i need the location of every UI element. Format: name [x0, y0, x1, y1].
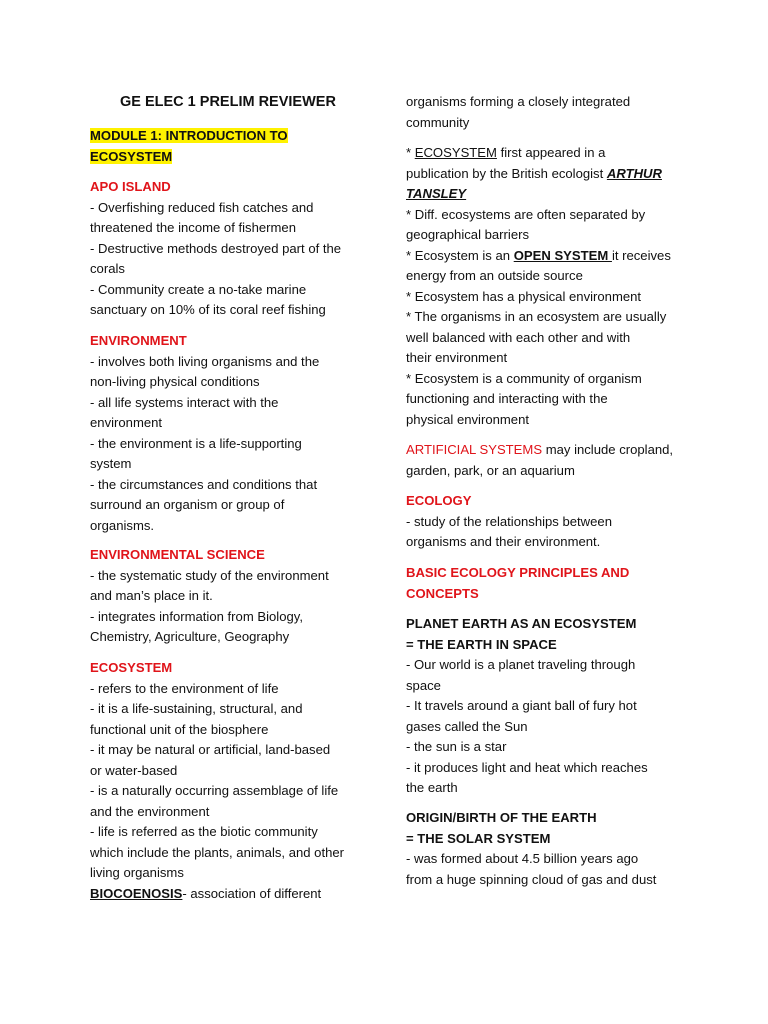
ecosystem-bullets: [406, 143, 696, 430]
section-heading: ECOSYSTEM: [90, 660, 173, 675]
text-line: organisms forming a closely integrated: [406, 94, 631, 109]
text-line: their environment: [406, 350, 508, 365]
text-fragment: * Ecosystem is an: [406, 247, 514, 263]
text-line: surround an organism or group of: [90, 497, 285, 512]
text-line: Chemistry, Agriculture, Geography: [90, 629, 290, 644]
text-line: which include the plants, animals, and other: [90, 844, 345, 860]
text-line: - refers to the environment of life: [90, 680, 279, 696]
text-line: - study of the relationships between: [406, 513, 612, 529]
section-subheading: = THE EARTH IN SPACE: [406, 636, 557, 652]
section-artificial-systems: [406, 440, 696, 481]
continued-text: [406, 92, 696, 133]
text-line: - the environment is a life-supporting: [90, 435, 302, 451]
module-heading-line1: MODULE 1: INTRODUCTION TO: [90, 128, 288, 143]
section-ecology: [406, 491, 696, 553]
artificial-line: [406, 440, 696, 461]
text-line: * Ecosystem has a physical environment: [406, 288, 642, 304]
text-line: geographical barriers: [406, 227, 530, 242]
text-line: corals: [90, 261, 125, 276]
text-line: community: [406, 114, 470, 130]
text-line: - it may be natural or artificial, land-based: [90, 742, 331, 757]
bullet-line: [406, 246, 696, 267]
text-line: the earth: [406, 780, 458, 795]
section-planet-earth: [406, 614, 696, 799]
text-line: threatened the income of fishermen: [90, 220, 296, 235]
bullet-line: [406, 143, 696, 164]
text-line: - Destructive methods destroyed part of the: [90, 240, 342, 256]
text-line: - was formed about 4.5 billion years ago: [406, 851, 639, 866]
biocoenosis-text: - association of different: [182, 885, 322, 901]
text-line: and man’s place in it.: [90, 588, 213, 603]
text-line: organisms.: [90, 517, 155, 533]
text-line: - Our world is a planet traveling through: [406, 657, 636, 672]
text-line: space: [406, 677, 441, 693]
text-line: * Diff. ecosystems are often separated by: [406, 206, 646, 222]
section-subheading: = THE SOLAR SYSTEM: [406, 830, 551, 846]
artificial-term: ARTIFICIAL SYSTEMS: [406, 442, 543, 457]
text-fragment: may include cropland,: [542, 442, 674, 457]
biocoenosis-line: [90, 884, 370, 905]
text-line: from a huge spinning cloud of gas and dust: [406, 871, 657, 887]
text-line: organisms and their environment.: [406, 534, 601, 549]
bullet-line: [406, 184, 696, 205]
text-line: environment: [90, 415, 163, 430]
arthur-name: ARTHUR: [606, 165, 662, 181]
ecosystem-term: ECOSYSTEM: [414, 145, 497, 160]
text-line: - is a naturally occurring assemblage of life: [90, 783, 339, 798]
text-line: garden, park, or an aquarium: [406, 462, 575, 478]
text-line: system: [90, 456, 132, 471]
text-line: functioning and interacting with the: [406, 391, 608, 406]
text-fragment: first appeared in a: [496, 145, 606, 160]
text-line: - all life systems interact with the: [90, 394, 279, 410]
section-heading: BASIC ECOLOGY PRINCIPLES AND: [406, 565, 630, 580]
text-line: - life is referred as the biotic community: [90, 824, 318, 839]
text-line: gases called the Sun: [406, 718, 528, 734]
tansley-name: TANSLEY: [406, 186, 467, 201]
text-line: physical environment: [406, 411, 529, 427]
text-line: - integrates information from Biology,: [90, 608, 303, 624]
section-origin-earth: [406, 808, 696, 890]
section-heading: ORIGIN/BIRTH OF THE EARTH: [406, 810, 597, 825]
text-line: or water-based: [90, 762, 178, 778]
section-ecosystem: [90, 658, 370, 904]
section-environment: [90, 331, 370, 536]
text-fragment: it receives: [611, 247, 671, 263]
text-line: - It travels around a giant ball of fury hot: [406, 698, 637, 713]
section-environmental-science: [90, 545, 370, 648]
text-fragment: publication by the British ecologist: [406, 165, 607, 181]
text-line: - Overfishing reduced fish catches and: [90, 199, 314, 215]
text-line: sanctuary on 10% of its coral reef fishing: [90, 302, 326, 317]
module-heading: [90, 126, 288, 167]
text-line: - the sun is a star: [406, 739, 507, 754]
bullet-line: [406, 164, 696, 185]
text-line: - the circumstances and conditions that: [90, 476, 318, 492]
text-line: - involves both living organisms and the: [90, 353, 320, 369]
text-line: * Ecosystem is a community of organism: [406, 370, 642, 386]
text-line: - it produces light and heat which reaches: [406, 759, 648, 775]
document-title: GE ELEC 1 PRELIM REVIEWER: [120, 94, 336, 110]
section-heading-cont: CONCEPTS: [406, 585, 479, 601]
section-heading: PLANET EARTH AS AN ECOSYSTEM: [406, 616, 637, 631]
text-line: - Community create a no-take marine: [90, 281, 307, 297]
text-line: living organisms: [90, 865, 184, 880]
section-principles: [406, 563, 696, 604]
bullet-marker: *: [406, 145, 415, 160]
module-heading-line2: ECOSYSTEM: [90, 148, 173, 164]
section-apo-island: [90, 177, 370, 321]
text-line: energy from an outside source: [406, 268, 583, 283]
text-line: - the systematic study of the environment: [90, 567, 329, 583]
section-heading: ECOLOGY: [406, 493, 472, 508]
text-line: well balanced with each other and with: [406, 329, 631, 345]
text-line: * The organisms in an ecosystem are usually: [406, 309, 667, 324]
section-heading: ENVIRONMENT: [90, 333, 187, 348]
section-heading: ENVIRONMENTAL SCIENCE: [90, 547, 265, 562]
text-line: functional unit of the biosphere: [90, 721, 269, 737]
text-line: - it is a life-sustaining, structural, and: [90, 701, 303, 716]
text-line: non-living physical conditions: [90, 374, 260, 389]
biocoenosis-term: BIOCOENOSIS: [90, 885, 183, 901]
text-line: and the environment: [90, 803, 210, 819]
open-system-term: OPEN SYSTEM: [513, 247, 612, 263]
section-heading: APO ISLAND: [90, 179, 171, 194]
